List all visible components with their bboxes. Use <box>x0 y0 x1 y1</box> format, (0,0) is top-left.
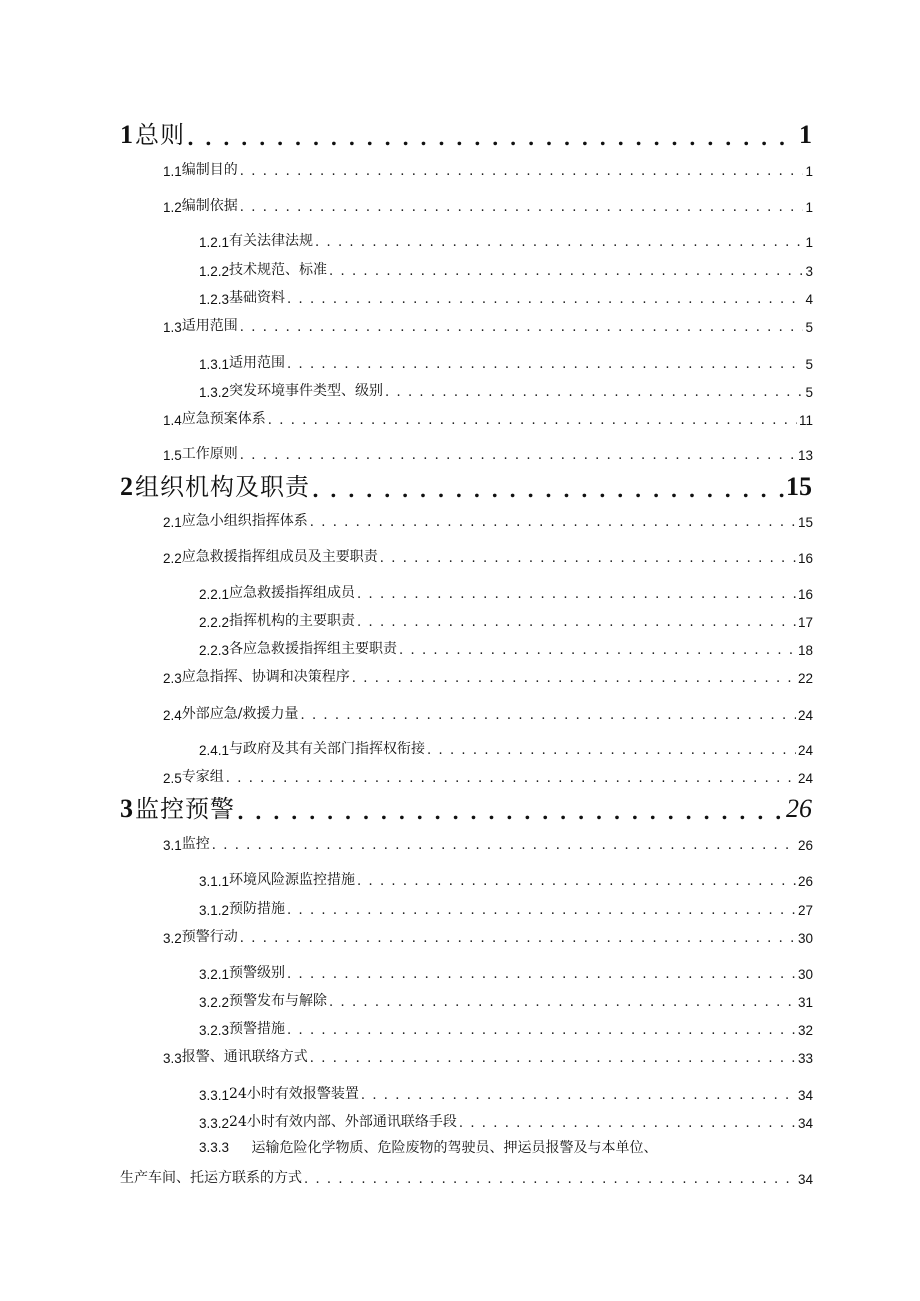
toc-page-number: 34 <box>797 1116 813 1131</box>
toc-entry-2-4-1[interactable] <box>199 736 813 758</box>
dot-leader <box>361 1088 796 1103</box>
dot-leader <box>287 1023 796 1038</box>
toc-number: 1.3.1 <box>199 357 230 372</box>
toc-page-number: 17 <box>797 615 813 630</box>
toc-number: 1.1 <box>163 164 182 179</box>
toc-title: 总则 <box>135 121 185 149</box>
toc-title: 预警发布与解除 <box>229 993 328 1009</box>
dot-leader <box>226 771 796 786</box>
toc-title: 适用范围 <box>229 355 286 371</box>
toc-title: 报警、通讯联络方式 <box>181 1049 308 1065</box>
dot-leader <box>357 615 796 630</box>
toc-page-number: 1 <box>805 164 813 179</box>
toc-entry-1-5[interactable] <box>163 441 813 463</box>
toc-number: 1.5 <box>163 448 182 463</box>
toc-number: 2.2.1 <box>199 587 230 602</box>
dot-leader <box>329 264 803 279</box>
toc-entry-1-3[interactable] <box>163 313 813 335</box>
toc-number: 1 <box>120 120 133 149</box>
toc-number: 2.4.1 <box>199 743 230 758</box>
dot-leader <box>287 903 796 918</box>
toc-title: 适用范围 <box>181 318 238 334</box>
dot-leader <box>312 478 784 502</box>
toc-title: 预警级别 <box>229 965 286 981</box>
toc-entry-3-2[interactable] <box>163 924 813 946</box>
toc-number: 1.2.1 <box>199 235 230 250</box>
toc-entry-3-1-1[interactable] <box>199 867 813 889</box>
toc-page-number: 15 <box>797 515 813 530</box>
dot-leader <box>310 1051 796 1066</box>
toc-number: 3 <box>120 794 133 823</box>
toc-number: 2.3 <box>163 671 182 686</box>
toc-entry-3-3-1[interactable] <box>199 1081 813 1103</box>
toc-page-number: 5 <box>805 320 813 335</box>
dot-leader <box>237 800 784 824</box>
toc-page-number: 11 <box>798 413 813 428</box>
toc-chapter-2[interactable] <box>120 470 812 502</box>
toc-entry-2-4[interactable] <box>163 701 813 723</box>
toc-entry-2-5[interactable] <box>163 764 813 786</box>
toc-page-number: 16 <box>797 551 813 566</box>
dot-leader <box>240 200 804 215</box>
dot-leader <box>310 515 796 530</box>
toc-title: 技术规范、标准 <box>229 262 328 278</box>
toc-title: 预防措施 <box>229 901 286 917</box>
toc-number: 2.2 <box>163 551 182 566</box>
toc-number: 3.2.3 <box>199 1023 230 1038</box>
toc-title: 应急预案体系 <box>181 411 266 427</box>
toc-entry-3-3[interactable] <box>163 1044 813 1066</box>
dot-leader <box>459 1116 796 1131</box>
toc-page-number: 24 <box>797 743 813 758</box>
toc-number: 3.3 <box>163 1051 182 1066</box>
toc-page-number: 33 <box>797 1051 813 1066</box>
dot-leader <box>287 292 803 307</box>
toc-number: 1.2 <box>163 200 182 215</box>
toc-title: 编制依据 <box>181 198 238 214</box>
toc-entry-3-3-3-second-line[interactable] <box>120 1165 813 1187</box>
toc-title: 有关法律法规 <box>229 233 314 249</box>
dot-leader <box>187 126 797 150</box>
toc-entry-2-2-3[interactable] <box>199 636 813 658</box>
dot-leader <box>357 874 796 889</box>
toc-chapter-1[interactable] <box>120 118 812 150</box>
toc-title: 编制目的 <box>181 162 238 178</box>
toc-page-number: 5 <box>805 385 813 400</box>
toc-entry-3-1[interactable] <box>163 831 813 853</box>
toc-number: 3.3.3 <box>199 1140 230 1155</box>
toc-entry-3-1-2[interactable] <box>199 896 813 918</box>
toc-page-number: 16 <box>797 587 813 602</box>
toc-page-number: 31 <box>797 995 813 1010</box>
toc-title: 指挥机构的主要职责 <box>229 613 356 629</box>
toc-chapter-3[interactable] <box>120 792 812 824</box>
dot-leader <box>301 708 796 723</box>
dot-leader <box>352 671 796 686</box>
toc-number: 1.4 <box>163 413 182 428</box>
toc-entry-1-2-1[interactable] <box>199 228 813 250</box>
toc-number: 3.2.2 <box>199 995 230 1010</box>
toc-title: 24小时有效报警装置 <box>229 1086 359 1102</box>
toc-number: 3.1.1 <box>199 874 230 889</box>
toc-title: 组织机构及职责 <box>135 473 310 501</box>
toc-page-number: 4 <box>805 292 813 307</box>
toc-title: 监控预警 <box>135 795 235 823</box>
dot-leader <box>240 320 804 335</box>
dot-leader <box>287 357 803 372</box>
toc-number: 1.3 <box>163 320 182 335</box>
dot-leader <box>315 235 803 250</box>
toc-page-number: 26 <box>797 874 813 889</box>
toc-number: 3.2.1 <box>199 967 230 982</box>
toc-title: 预警行动 <box>181 929 238 945</box>
toc-page-number: 26 <box>797 838 813 853</box>
dot-leader <box>304 1172 796 1187</box>
dot-leader <box>427 743 796 758</box>
dot-leader <box>357 587 796 602</box>
toc-page-number: 27 <box>797 903 813 918</box>
dot-leader <box>240 931 796 946</box>
toc-page-number: 34 <box>797 1088 813 1103</box>
toc-entry-3-3-2[interactable] <box>199 1109 813 1131</box>
toc-entry-3-2-3[interactable] <box>199 1016 813 1038</box>
toc-page-number: 30 <box>797 967 813 982</box>
toc-page-number: 5 <box>805 357 813 372</box>
toc-title: 环境风险源监控措施 <box>229 872 356 888</box>
toc-number: 3.3.2 <box>199 1116 230 1131</box>
dot-leader <box>399 643 796 658</box>
toc-number: 2 <box>120 472 133 501</box>
toc-title: 应急小组织指挥体系 <box>181 513 308 529</box>
dot-leader <box>385 385 803 400</box>
toc-page-number: 26 <box>786 794 812 823</box>
toc-entry-1-3-1[interactable] <box>199 350 813 372</box>
toc-entry-2-3[interactable] <box>163 664 813 686</box>
toc-page-number: 24 <box>797 708 813 723</box>
toc-entry-2-2[interactable] <box>163 544 813 566</box>
toc-title: 各应急救援指挥组主要职责 <box>229 641 398 657</box>
toc-title: 外部应急/救援力量 <box>181 706 299 722</box>
toc-entry-3-3-3-first-line[interactable] <box>199 1137 657 1157</box>
toc-entry-3-2-2[interactable] <box>199 988 813 1010</box>
toc-title: 24小时有效内部、外部通讯联络手段 <box>229 1114 457 1130</box>
toc-number: 1.3.2 <box>199 385 230 400</box>
toc-title: 专家组 <box>181 769 224 785</box>
toc-number: 1.2.2 <box>199 264 230 279</box>
toc-page-number: 1 <box>805 200 813 215</box>
toc-title: 应急救援指挥组成员 <box>229 585 356 601</box>
dot-leader <box>240 164 804 179</box>
toc-number: 3.3.1 <box>199 1088 230 1103</box>
toc-title: 突发环境事件类型、级别 <box>229 383 384 399</box>
dot-leader <box>329 995 796 1010</box>
toc-number: 2.5 <box>163 771 182 786</box>
toc-entry-1-3-2[interactable] <box>199 378 813 400</box>
toc-page-number: 15 <box>786 472 812 501</box>
toc-page-number: 34 <box>797 1172 813 1187</box>
toc-title: 应急指挥、协调和决策程序 <box>181 669 350 685</box>
toc-entry-2-1[interactable] <box>163 508 813 530</box>
toc-title: 运输危险化学物质、危险废物的驾驶员、押运员报警及与本单位、 <box>251 1140 658 1156</box>
toc-number: 2.2.3 <box>199 643 230 658</box>
toc-page-number: 3 <box>805 264 813 279</box>
toc-entry-1-4[interactable] <box>163 406 813 428</box>
toc-title: 工作原则 <box>181 446 238 462</box>
toc-page-number: 1 <box>805 235 813 250</box>
toc-page-number: 22 <box>797 671 813 686</box>
toc-entry-1-2[interactable] <box>163 193 813 215</box>
toc-entry-3-2-1[interactable] <box>199 960 813 982</box>
toc-entry-1-2-2[interactable] <box>199 257 813 279</box>
toc-number: 1.2.3 <box>199 292 230 307</box>
toc-entry-1-2-3[interactable] <box>199 285 813 307</box>
dot-leader <box>212 838 796 853</box>
dot-leader <box>240 448 796 463</box>
dot-leader <box>380 551 796 566</box>
toc-number: 2.4 <box>163 708 182 723</box>
toc-page-number: 1 <box>799 120 812 149</box>
toc-page-number: 13 <box>797 448 813 463</box>
toc-page-number: 24 <box>797 771 813 786</box>
toc-number: 2.2.2 <box>199 615 230 630</box>
toc-entry-2-2-1[interactable] <box>199 580 813 602</box>
toc-number: 3.1.2 <box>199 903 230 918</box>
toc-number: 3.1 <box>163 838 182 853</box>
dot-leader <box>268 413 797 428</box>
toc-page-number: 32 <box>797 1023 813 1038</box>
toc-title: 应急救援指挥组成员及主要职责 <box>181 549 378 565</box>
toc-title: 预警措施 <box>229 1021 286 1037</box>
toc-title: 与政府及其有关部门指挥权衔接 <box>229 741 426 757</box>
toc-entry-2-2-2[interactable] <box>199 608 813 630</box>
toc-number: 2.1 <box>163 515 182 530</box>
toc-number: 3.2 <box>163 931 182 946</box>
toc-title: 基础资料 <box>229 290 286 306</box>
toc-page-number: 30 <box>797 931 813 946</box>
toc-title: 监控 <box>181 836 210 852</box>
toc-title-continuation: 生产车间、托运方联系的方式 <box>120 1170 302 1186</box>
toc-page-number: 18 <box>797 643 813 658</box>
toc-entry-1-1[interactable] <box>163 157 813 179</box>
dot-leader <box>287 967 796 982</box>
